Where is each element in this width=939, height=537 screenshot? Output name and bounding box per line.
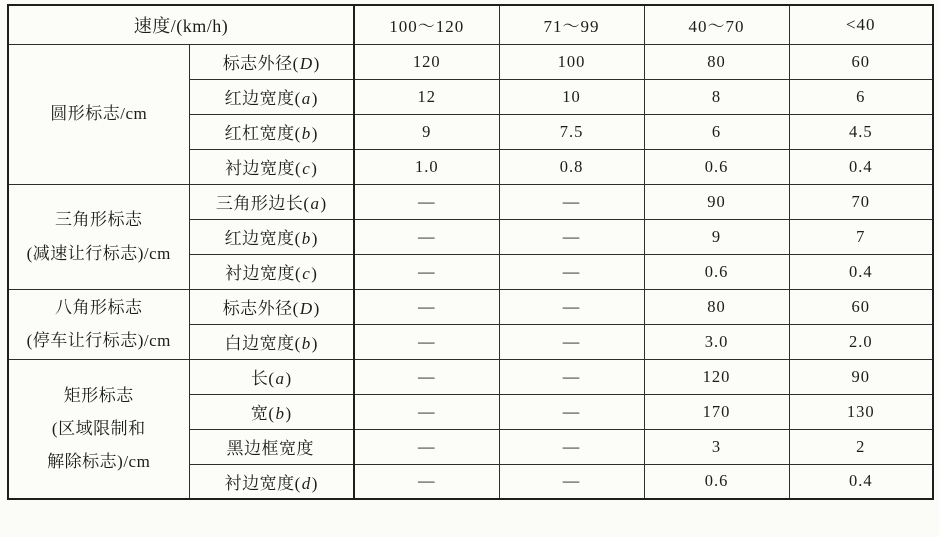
attr-label [189, 464, 354, 499]
value-cell: — [499, 254, 644, 289]
value-cell: 80 [644, 44, 789, 79]
attr-text: 红杠宽度( [224, 124, 301, 143]
group-label-line: 三角形标志 [55, 210, 143, 230]
group-label-line: (区域限制和 [51, 419, 146, 439]
attr-text: ) [311, 264, 318, 283]
attr-label [189, 429, 354, 464]
value-cell: 2 [789, 429, 933, 464]
group-label-line: 解除标志)/cm [47, 452, 151, 472]
attr-variable: a [310, 194, 320, 213]
value-cell: — [354, 219, 499, 254]
attr-text: ) [285, 369, 292, 388]
value-cell: — [354, 394, 499, 429]
attr-variable: c [302, 159, 311, 178]
value-cell: 0.6 [644, 464, 789, 499]
value-cell: 0.4 [789, 464, 933, 499]
attr-text: 标志外径( [222, 54, 299, 73]
value-cell: 0.6 [644, 149, 789, 184]
attr-variable: a [275, 369, 285, 388]
value-cell: 3 [644, 429, 789, 464]
value-cell: — [354, 184, 499, 219]
value-cell: — [499, 394, 644, 429]
attr-label [189, 254, 354, 289]
attr-label [189, 149, 354, 184]
group-label-line: 圆形标志/cm [50, 104, 148, 124]
attr-text: ) [311, 159, 318, 178]
attr-variable: b [301, 229, 311, 248]
attr-variable [314, 439, 316, 458]
value-cell: — [499, 324, 644, 359]
col-header-lt-40: <40 [789, 5, 933, 44]
attr-text: ) [311, 229, 318, 248]
value-cell: 80 [644, 289, 789, 324]
value-cell: — [499, 359, 644, 394]
value-cell: 9 [354, 114, 499, 149]
attr-text: ) [313, 299, 320, 318]
value-cell: — [354, 254, 499, 289]
value-cell: — [499, 429, 644, 464]
value-cell: 0.4 [789, 149, 933, 184]
value-cell: 0.8 [499, 149, 644, 184]
attr-text: 黑边框宽度 [226, 439, 314, 458]
attr-text: 衬边宽度( [225, 264, 302, 283]
value-cell: — [499, 184, 644, 219]
attr-label [189, 289, 354, 324]
value-cell: 120 [644, 359, 789, 394]
attr-text: 标志外径( [222, 299, 299, 318]
value-cell: — [354, 464, 499, 499]
table-header-row [8, 5, 933, 44]
value-cell: 60 [789, 44, 933, 79]
attr-text: 红边宽度( [224, 229, 301, 248]
attr-text: 三角形边长( [215, 194, 310, 213]
attr-text: ) [311, 334, 318, 353]
table-row [8, 44, 933, 79]
table-row [8, 289, 933, 324]
value-cell: 90 [644, 184, 789, 219]
table-row [8, 184, 933, 219]
group-label-line: 八角形标志 [55, 297, 143, 317]
attr-label [189, 359, 354, 394]
attr-text: ) [311, 473, 318, 493]
attr-text: ) [320, 194, 327, 213]
col-header-40-70: 40～70 [644, 5, 789, 44]
attr-label [189, 324, 354, 359]
attr-text: 长( [250, 369, 275, 388]
value-cell: 6 [789, 79, 933, 114]
group-label-line: (停车让行标志)/cm [26, 331, 171, 350]
value-cell: — [499, 289, 644, 324]
value-cell: 3.0 [644, 324, 789, 359]
col-header-71-99: 71～99 [499, 5, 644, 44]
value-cell: 1.0 [354, 149, 499, 184]
attr-label [189, 114, 354, 149]
attr-text: ) [311, 124, 318, 143]
value-cell: — [499, 219, 644, 254]
value-cell: 0.4 [789, 254, 933, 289]
col-header-100-120: 100～120 [354, 5, 499, 44]
value-cell: 60 [789, 289, 933, 324]
group-label-triangular-sign [8, 184, 189, 289]
value-cell: — [354, 429, 499, 464]
value-cell: 7 [789, 219, 933, 254]
attr-text: ) [313, 54, 320, 73]
attr-variable: a [301, 89, 311, 108]
attr-variable: d [301, 473, 311, 493]
value-cell: — [354, 359, 499, 394]
group-label-octagonal-sign [8, 289, 189, 359]
attr-label [189, 219, 354, 254]
value-cell: 120 [354, 44, 499, 79]
group-label-line: 矩形标志 [63, 386, 134, 406]
group-label-circular-sign [8, 44, 189, 184]
attr-text: ) [311, 89, 318, 108]
value-cell: 12 [354, 79, 499, 114]
value-cell: — [499, 464, 644, 499]
attr-text: 白边宽度( [224, 334, 301, 353]
value-cell: 2.0 [789, 324, 933, 359]
attr-text: 红边宽度( [224, 89, 301, 108]
value-cell: 0.6 [644, 254, 789, 289]
attr-label [189, 79, 354, 114]
value-cell: 7.5 [499, 114, 644, 149]
table-row [8, 359, 933, 394]
attr-variable: b [301, 124, 311, 143]
attr-variable: b [275, 404, 285, 423]
attr-text: ) [285, 404, 292, 423]
attr-variable: c [302, 264, 311, 283]
value-cell: 8 [644, 79, 789, 114]
attr-label [189, 184, 354, 219]
attr-text: 衬边宽度( [225, 159, 302, 178]
value-cell: 6 [644, 114, 789, 149]
value-cell: — [354, 289, 499, 324]
speed-header-cell: 速度/(km/h) [8, 5, 354, 44]
value-cell: 4.5 [789, 114, 933, 149]
value-cell: — [354, 324, 499, 359]
attr-variable: D [299, 299, 313, 318]
group-label-rectangular-sign [8, 359, 189, 499]
value-cell: 130 [789, 394, 933, 429]
attr-text: 宽( [250, 404, 275, 423]
value-cell: 100 [499, 44, 644, 79]
attr-label [189, 44, 354, 79]
value-cell: 170 [644, 394, 789, 429]
attr-variable: b [301, 334, 311, 353]
value-cell: 10 [499, 79, 644, 114]
group-label-line: (减速让行标志)/cm [26, 243, 171, 263]
attr-label [189, 394, 354, 429]
attr-variable: D [299, 54, 313, 73]
value-cell: 90 [789, 359, 933, 394]
value-cell: 70 [789, 184, 933, 219]
value-cell: 9 [644, 219, 789, 254]
sign-dimensions-table [7, 4, 934, 500]
attr-text: 衬边宽度( [224, 473, 301, 493]
